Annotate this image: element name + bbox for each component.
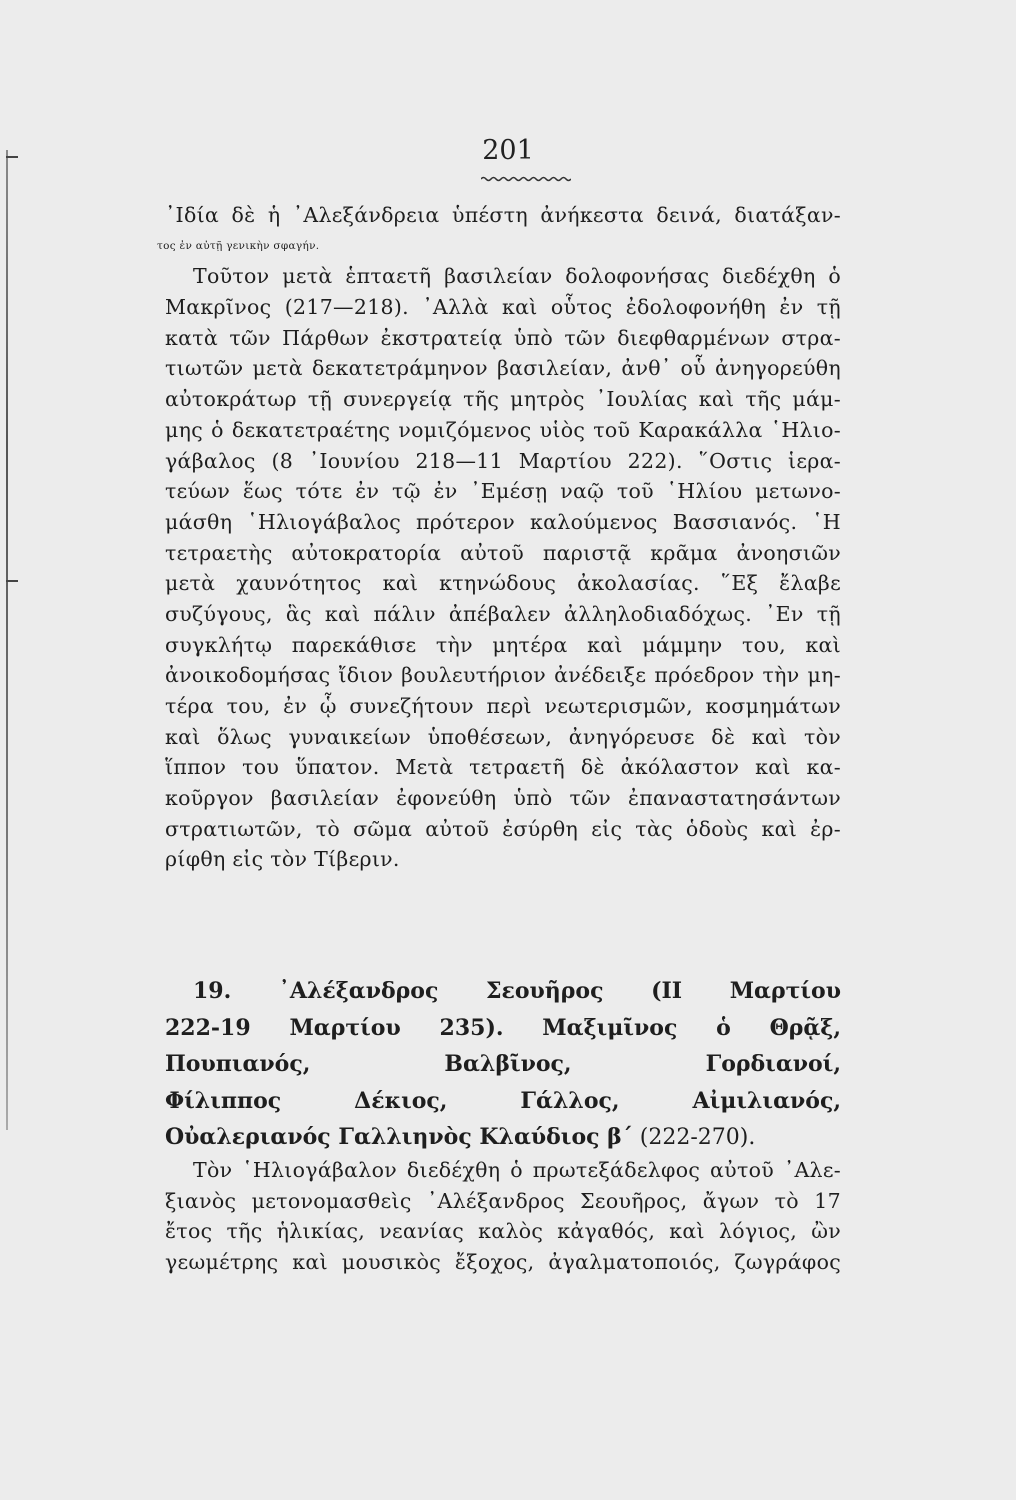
text-line: αὐτοκράτωρ τῇ συνεργείᾳ τῆς μητρὸς ᾿Ιουλίας καὶ τῆς μάμ- xyxy=(165,387,841,412)
heading-line: Πουπιανός, Βαλβῖνος, Γορδιανοί, xyxy=(165,1051,841,1077)
text-line: τέρα του, ἐν ᾧ συνεζήτουν περὶ νεωτερισμῶν, κοσμημάτων xyxy=(165,694,841,718)
text-line: γάβαλος (8 ᾿Ιουνίου 218—11 Μαρτίου 222). ῞Οστις ἱερα- xyxy=(165,448,841,473)
heading-line: 19. ᾿Αλέξανδρος Σεουῆρος (ΙΙ Μαρτίου xyxy=(193,978,841,1004)
text-line: συγκλήτῳ παρεκάθισε τὴν μητέρα καὶ μάμμην του, καὶ xyxy=(165,632,841,657)
heading-line: 222-19 Μαρτίου 235). Μαξιμῖνος ὁ Θρᾷξ, xyxy=(165,1014,841,1041)
text-line: ἔτος τῆς ἡλικίας, νεανίας καλὸς κἀγαθός, καὶ λόγιος, ὢν xyxy=(165,1219,841,1244)
section-heading xyxy=(165,973,841,1156)
heading-line: Φίλιππος Δέκιος, Γάλλος, Αἰμιλιανός, xyxy=(165,1087,841,1114)
heading-line xyxy=(165,1119,841,1156)
binding-mark xyxy=(6,580,18,582)
text-line: μάσθη ῾Ηλιογάβαλος πρότερον καλούμενος Βασσιανός. ῾Η xyxy=(165,509,841,534)
text-line: καὶ ὅλως γυναικείων ὑποθέσεων, ἀνηγόρευσε δὲ καὶ τὸν xyxy=(165,724,841,749)
text-line: τετραετὴς αὐτοκρατορία αὐτοῦ παριστᾷ κρᾶμα ἀνοησιῶν xyxy=(165,540,841,565)
text-line: Τὸν ῾Ηλιογάβαλον διεδέχθη ὁ πρωτεξάδελφος αὐτοῦ ᾿Αλε- xyxy=(193,1158,841,1182)
text-line: τος ἐν αὐτῇ γενικὴν σφαγήν. xyxy=(157,239,320,252)
body-text-top xyxy=(157,200,841,875)
page-binding-edge xyxy=(6,150,8,1130)
wavy-rule-ornament xyxy=(481,176,571,182)
text-line: ἀνοικοδομήσας ἴδιον βουλευτήριον ἀνέδειξε πρόεδρον τὴν μη- xyxy=(165,663,841,688)
body-text-bottom xyxy=(165,1155,841,1278)
heading-date-range: (222-270). xyxy=(632,1125,756,1150)
text-line: μετὰ χαυνότητος καὶ κτηνώδους ἀκολασίας. ῞Εξ ἔλαβε xyxy=(165,571,841,596)
text-line: ρίφθη εἰς τὸν Τίβεριν. xyxy=(165,847,400,872)
text-line: τεύων ἕως τότε ἐν τῷ ἐν ᾿Εμέσῃ ναῷ τοῦ ῾Ηλίου μετωνο- xyxy=(165,479,841,504)
text-line: ἵππον του ὕπατον. Μετὰ τετραετῆ δὲ ἀκόλαστον καὶ κα- xyxy=(165,755,841,780)
text-line: κοῦργον βασιλείαν ἐφονεύθη ὑπὸ τῶν ἐπαναστατησάντων xyxy=(165,786,841,811)
text-line: ξιανὸς μετονομασθεὶς ᾿Αλέξανδρος Σεουῆρος, ἄγων τὸ 17 xyxy=(165,1188,841,1213)
text-line: ᾿Ιδία δὲ ἡ ᾿Αλεξάνδρεια ὑπέστη ἀνήκεστα δεινά, διατάξαν- xyxy=(165,203,841,227)
text-line: στρατιωτῶν, τὸ σῶμα αὐτοῦ ἐσύρθη εἰς τὰς ὁδοὺς καὶ ἐρ- xyxy=(165,816,841,841)
text-line: Τοῦτον μετὰ ἑπταετῆ βασιλείαν δολοφονήσας διεδέχθη ὁ xyxy=(193,264,841,289)
text-line: μης ὁ δεκατετραέτης νομιζόμενος υἱὸς τοῦ Καρακάλλα ῾Ηλιο- xyxy=(165,417,841,442)
page-number: 201 xyxy=(482,135,534,166)
heading-bold-part: Οὐαλεριανός Γαλλιηνὸς Κλαύδιος β΄ xyxy=(165,1124,633,1150)
text-line: συζύγους, ἃς καὶ πάλιν ἀπέβαλεν ἀλληλοδιαδόχως. ᾿Εν τῇ xyxy=(165,601,841,626)
text-line: κατὰ τῶν Πάρθων ἐκστρατείᾳ ὑπὸ τῶν διεφθαρμένων στρα- xyxy=(165,325,841,350)
text-line: γεωμέτρης καὶ μουσικὸς ἔξοχος, ἀγαλματοποιός, ζωγράφος xyxy=(165,1250,841,1275)
text-line: Μακρῖνος (217—218). ᾿Αλλὰ καὶ οὗτος ἐδολοφονήθη ἐν τῇ xyxy=(165,295,841,320)
text-line: τιωτῶν μετὰ δεκατετράμηνον βασιλείαν, ἀνθ᾿ οὗ ἀνηγορεύθη xyxy=(165,356,841,381)
